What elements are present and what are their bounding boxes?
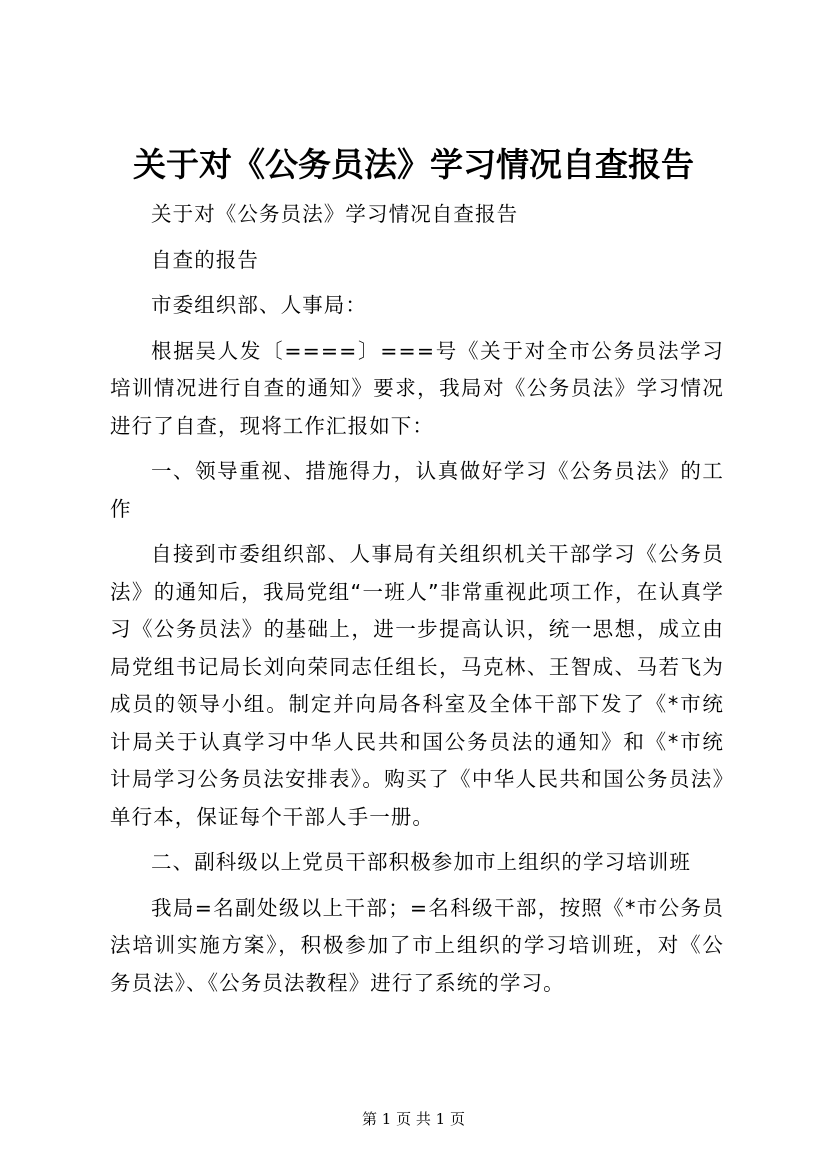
document-title: 关于对《公务员法》学习情况自查报告 [133,145,694,184]
section-heading-2: 二、副科级以上党员干部积极参加市上组织的学习培训班 [151,850,691,874]
section-heading-1: 一、领导重视、措施得力，认真做好学习《公务员法》的工作 [110,459,724,521]
subtitle-paragraph: 关于对《公务员法》学习情况自查报告 [151,202,519,226]
intro-paragraph: 根据吴人发〔====〕===号《关于对全市公务员法学习培训情况进行自查的通知》要求，我局对《公务员法》学习情况进行了自查，现将工作汇报如下： [110,338,724,438]
document-body [110,196,724,1002]
report-label-paragraph: 自查的报告 [151,247,259,272]
addressee-paragraph: 市委组织部、人事局： [151,293,367,317]
page-number-footer: 第 1 页 共 1 页 [362,1110,465,1128]
section-body-1: 自接到市委组织部、人事局有关组织机关干部学习《公务员法》的通知后，我局党组“一班人”非常重视此项工作，在认真学习《公务员法》的基础上，进一步提高认识，统一思想，成立由局党组书记局长刘向荣同志任组长，马克林、王智成、马若飞为成员的领导小组。制定并向局各科室及全体干部下发了《*市统计局关于认真学习中华人民共和国公务员法的通知》和《*市统计局学习公务员法安排表》。购买了《中华人民共和国公务员法》单行本，保证每个干部人手一册。 [110,542,724,829]
section-body-2: 我局=名副处级以上干部；=名科级干部，按照《*市公务员法培训实施方案》，积极参加了市上组织的学习培训班，对《公务员法》、《公务员法教程》进行了系统的学习。 [110,895,724,995]
